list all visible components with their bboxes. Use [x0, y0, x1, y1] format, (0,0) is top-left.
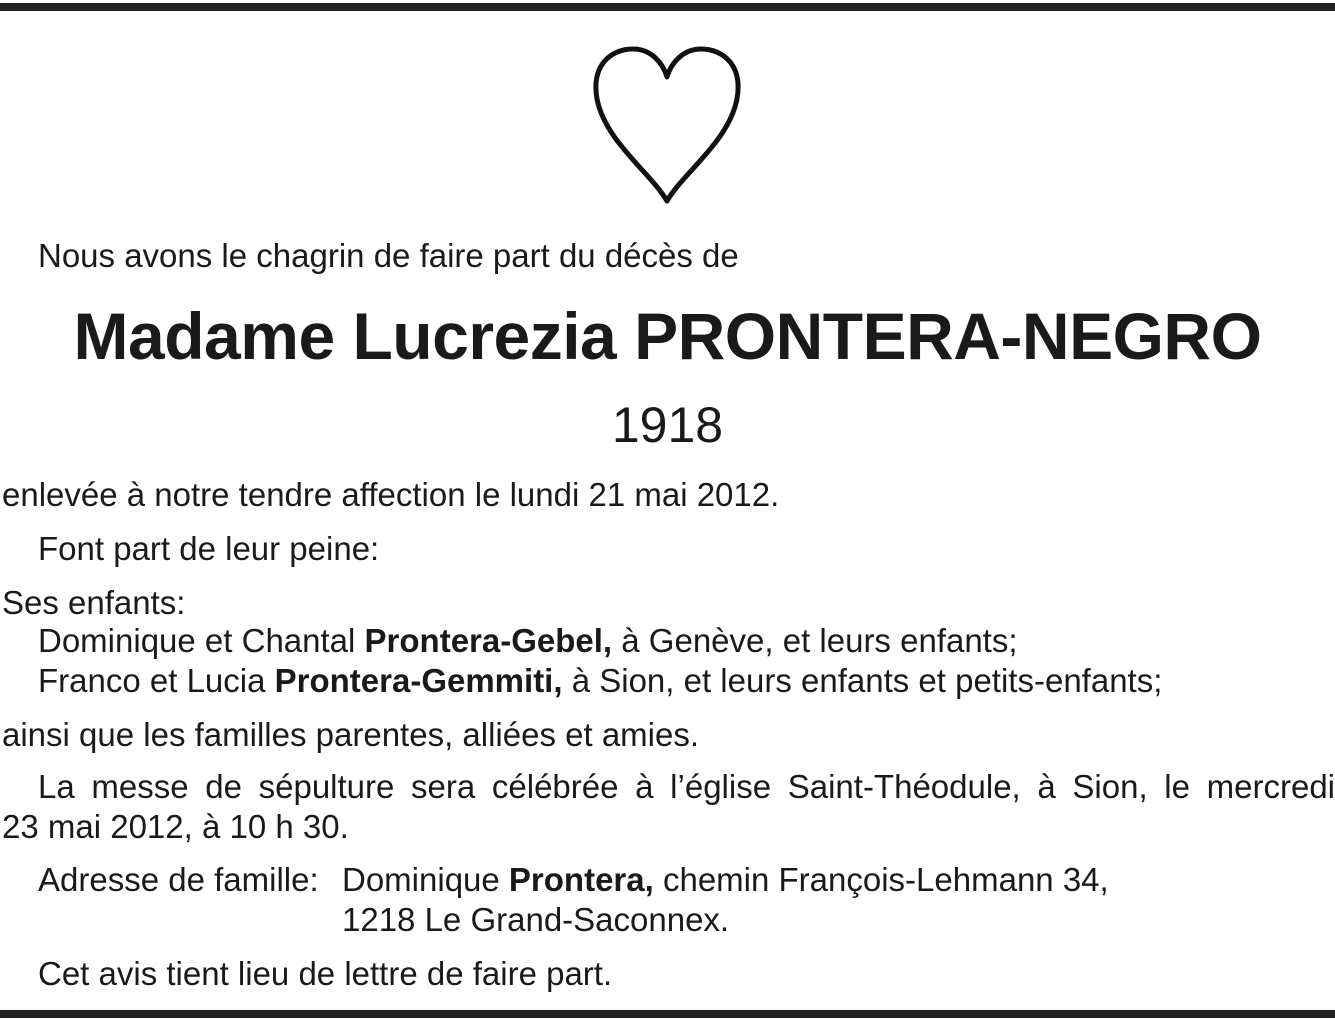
closing-text: Cet avis tient lieu de lettre de faire part. — [38, 955, 613, 992]
mass-line-1: La messe de sépulture sera célébrée à l’église Saint-Théodule, à Sion, le mercredi — [38, 768, 1335, 805]
child-surname: Prontera-Gemmiti, — [274, 662, 563, 699]
deceased-name: Madame Lucrezia PRONTERA-NEGRO — [73, 299, 1262, 373]
address-city: 1218 Le Grand-Saconnex. — [342, 901, 730, 938]
passing-text: enlevée à notre tendre affection le lundi 21 mai 2012. — [2, 476, 780, 513]
child-surname: Prontera-Gebel, — [364, 622, 613, 659]
child-first-names: Franco et Lucia — [38, 662, 275, 699]
child-details: à Sion, et leurs enfants et petits-enfants; — [562, 662, 1163, 699]
mourners-intro: Font part de leur peine: — [38, 530, 380, 567]
child-line — [38, 621, 1018, 661]
bottom-rule — [0, 1010, 1335, 1018]
families-text: ainsi que les familles parentes, alliées et amies. — [2, 716, 700, 753]
address-label: Adresse de famille: — [38, 861, 319, 898]
child-first-names: Dominique et Chantal — [38, 622, 365, 659]
address-surname: Prontera, — [508, 861, 654, 898]
top-rule — [0, 3, 1335, 11]
heart-icon — [591, 41, 743, 209]
address-first-name: Dominique — [342, 861, 509, 898]
intro-text: Nous avons le chagrin de faire part du décès de — [38, 237, 739, 274]
child-line — [38, 661, 1162, 701]
child-details: à Genève, et leurs enfants; — [612, 622, 1018, 659]
address-line-1 — [342, 860, 1109, 900]
mass-line-2: 23 mai 2012, à 10 h 30. — [2, 808, 349, 845]
address-street: chemin François-Lehmann 34, — [653, 861, 1109, 898]
children-label: Ses enfants: — [2, 584, 186, 621]
birth-year: 1918 — [611, 397, 724, 453]
